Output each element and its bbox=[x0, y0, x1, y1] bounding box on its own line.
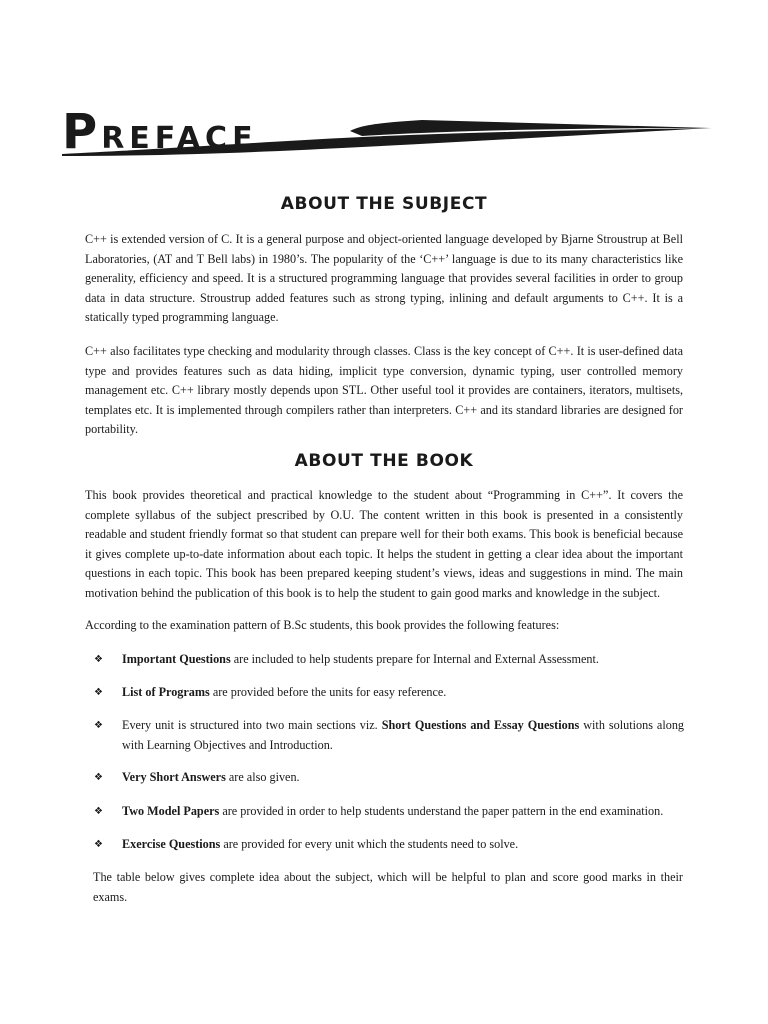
preface-title bbox=[62, 98, 722, 164]
bullet-text: are also given. bbox=[225, 770, 300, 784]
heading-about-subject: ABOUT THE SUBJECT bbox=[280, 194, 488, 214]
title-first-letter: P bbox=[62, 104, 102, 160]
diamond-bullet-icon: ❖ bbox=[94, 720, 103, 731]
bullet-text: with solutions along with Learning Objectives and Introduction. bbox=[122, 718, 685, 752]
page-title bbox=[62, 104, 258, 160]
heading-about-book: ABOUT THE BOOK bbox=[294, 451, 474, 471]
title-rest: REFACE bbox=[101, 121, 258, 156]
book-paragraph-2: According to the examination pattern of B.Sc students, this book provides the following features: bbox=[85, 618, 560, 632]
diamond-bullet-icon: ❖ bbox=[94, 654, 103, 665]
closing-paragraph: The table below gives complete idea about the subject, which will be helpful to plan and score good marks in their exams. bbox=[93, 870, 683, 904]
bullet-bold-text: Short Questions and Essay Questions bbox=[381, 718, 580, 732]
diamond-bullet-icon: ❖ bbox=[94, 772, 103, 783]
bullet-bold-text: Important Questions bbox=[122, 652, 231, 666]
bullet-bold-text: Very Short Answers bbox=[122, 770, 226, 784]
bullet-bold-text: List of Programs bbox=[122, 685, 210, 699]
bullet-text: are included to help students prepare for Internal and External Assessment. bbox=[230, 652, 599, 666]
subject-paragraph-2: C++ also facilitates type checking and modularity through classes. Class is the key concept of C++. It is user-defined data type and provides features such as data hiding, implicit type conversion, dynamic typing, user controlled memory management etc. C++ library mostly depends upon STL. Other useful tool it provides are containers, iterators, multisets, templates etc. It is implemented through compilers rather than interpreters. C++ and its standard libraries are designed for portability. bbox=[85, 344, 683, 437]
bullet-text: are provided before the units for easy reference. bbox=[209, 685, 447, 699]
subject-paragraph-1: C++ is extended version of C. It is a general purpose and object-oriented language developed by Bjarne Stroustrup at Bell Laboratories, (AT and T Bell labs) in 1980’s. The popularity of the ‘C++’ language is due to its many characteristics like generality, efficiency and speed. It is a structured programming language that provides several facilities in order to group data in data structure. Stroustrup added features such as strong typing, inlining and default arguments to C++. It is a statically typed programming language. bbox=[85, 232, 683, 325]
bullet-pre-text: Every unit is structured into two main sections viz. bbox=[122, 718, 382, 732]
diamond-bullet-icon: ❖ bbox=[94, 806, 103, 817]
bullet-bold-text: Two Model Papers bbox=[122, 804, 220, 818]
diamond-bullet-icon: ❖ bbox=[94, 687, 103, 698]
diamond-bullet-icon: ❖ bbox=[94, 839, 103, 850]
book-paragraph-1: This book provides theoretical and practical knowledge to the student about “Programming in C++”. It covers the complete syllabus of the subject prescribed by O.U. The content written in this book is presented in a consistently readable and student friendly format so that student can prepare well for their both exams. This book is beneficial because it gives complete up-to-date information about each topic. It helps the student in getting a clear idea about the important questions in each topic. This book has been prepared keeping student’s views, ideas and suggestions in mind. The main motivation behind the publication of this book is to help the student to gain good marks and knowledge in the subject. bbox=[85, 488, 683, 600]
bullet-text: are provided in order to help students understand the paper pattern in the end examination. bbox=[219, 804, 664, 818]
bullet-bold-text: Exercise Questions bbox=[122, 837, 221, 851]
bullet-text: are provided for every unit which the students need to solve. bbox=[220, 837, 519, 851]
